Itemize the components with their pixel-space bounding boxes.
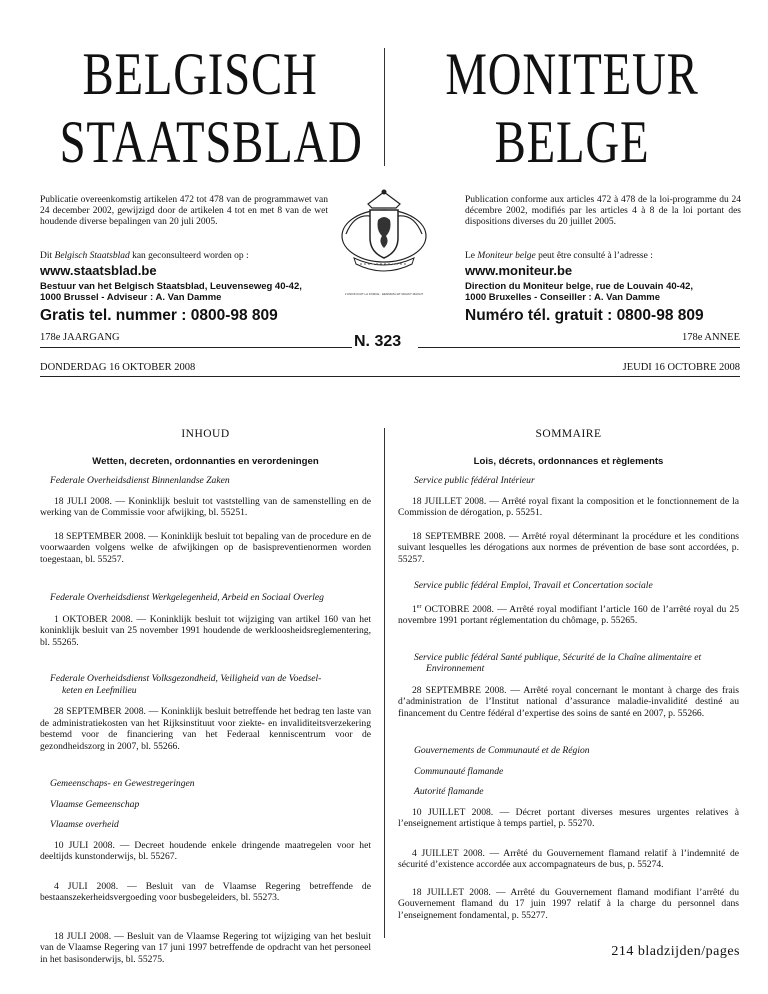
toc-dept-line: Federale Overheidsdienst Volksgezondheid, Veiligheid van de Voedsel-	[50, 673, 322, 684]
toc-entry-text: 4 JULI 2008. — Besluit van de Vlaamse Regering betreffende de bestaanszekerheidsvergoeding voor busbegeleiders, bl. 55273.	[40, 880, 371, 903]
crest-motto: L’UNION FAIT LA FORCE · EENDRACHT MAAKT MACHT	[344, 292, 424, 296]
consult-prefix-fr: Le	[465, 251, 478, 261]
publication-note-fr: Publication conforme aux articles 472 à 478 de la loi-programme du 24 décembre 2002, modifiés par les articles 4 à 8 de la loi portant des dispositions diverses du 20 juillet 2005.	[465, 195, 741, 227]
website-nl[interactable]: www.staatsblad.be	[40, 263, 157, 278]
consult-title-nl: Belgisch Staatsblad	[54, 251, 130, 261]
masthead-fr	[432, 41, 713, 175]
belgian-coat-of-arms-icon	[340, 186, 428, 281]
toc-dept-nl	[40, 673, 371, 696]
header-rule-left	[40, 347, 352, 348]
toc-divider	[384, 428, 385, 938]
toc-dept-fr: Service public fédéral Emploi, Travail et Concertation sociale	[414, 580, 653, 591]
address-fr-line2: 1000 Bruxelles - Conseiller : A. Van Damme	[465, 292, 661, 303]
toc-entry-sup: er	[416, 603, 422, 610]
date-nl: DONDERDAG 16 OKTOBER 2008	[40, 362, 196, 373]
issue-number: N. 323	[354, 333, 402, 350]
toc-dept-fr	[398, 652, 739, 675]
date-fr: JEUDI 16 OCTOBRE 2008	[622, 362, 740, 373]
toc-entry-text: 10 JULI 2008. — Decreet houdende enkele dringende maatregelen voor het deeltijds kunstonderwijs, bl. 55267.	[40, 839, 371, 862]
toc-dept-nl: Vlaamse Gemeenschap	[50, 798, 140, 810]
toc-section-nl: Wetten, decreten, ordonnanties en verordeningen	[92, 456, 319, 467]
toc-entry-nl[interactable]	[40, 496, 371, 519]
toc-entry-nl[interactable]	[40, 614, 371, 649]
toc-entry-fr[interactable]	[398, 685, 739, 720]
toc-entry-nl[interactable]	[40, 840, 371, 863]
masthead-fr-line1: MONITEUR	[445, 41, 699, 107]
toc-entry-text: 28 SEPTEMBER 2008. — Koninklijk besluit betreffende het bedrag ten laste van de administratiekosten van het Rijksinstituut voor ziekte- en invaliditeitsverzekering bestemd voor de financiering van het Federaal kenniscentrum voor de gezondheidszorg in 2007, bl. 55266.	[40, 706, 371, 752]
address-fr-line1: Direction du Moniteur belge, rue de Louvain 40-42,	[465, 281, 694, 292]
toc-dept-line: Environnement	[426, 663, 485, 675]
toc-entry-text: 10 JUILLET 2008. — Décret portant diverses mesures urgentes relatives à l’enseignement artistique à temps partiel, p. 55270.	[398, 806, 739, 830]
toc-dept-fr: Service public fédéral Intérieur	[414, 475, 535, 486]
toc-heading-fr: SOMMAIRE	[535, 428, 602, 440]
toc-entry-text: 18 SEPTEMBRE 2008. — Arrêté royal déterminant la procédure et les conditions suivant lesquelles les dérogations aux normes de prévention de base sont accordées, p. 55257.	[398, 530, 739, 565]
consult-prefix-nl: Dit	[40, 251, 55, 261]
year-nl: 178e JAARGANG	[40, 332, 120, 343]
toc-entry-nl[interactable]	[40, 706, 371, 752]
toc-entry-text: 18 JULI 2008. — Besluit van de Vlaamse Regering tot wijziging van het besluit van de Vlaamse Regering van 17 juni 1997 betreffende de opdracht van het personeel in het basisonderwijs, bl. 55275.	[40, 930, 371, 965]
toc-dept-line: keten en Leefmilieu	[62, 684, 137, 696]
address-nl-line1: Bestuur van het Belgisch Staatsblad, Leuvenseweg 40-42,	[40, 281, 302, 292]
masthead-nl-line1: BELGISCH	[82, 41, 318, 107]
toc-entry-text: 18 JULI 2008. — Koninklijk besluit tot vaststelling van de samenstelling en de werking van de Commissie voor afwijking, bl. 55251.	[40, 495, 371, 518]
masthead-fr-line2: BELGE	[494, 109, 650, 175]
toc-column-fr	[398, 428, 739, 921]
toc-dept-nl: Federale Overheidsdienst Werkgelegenheid, Arbeid en Sociaal Overleg	[50, 592, 324, 603]
toc-dept-nl: Vlaamse overheid	[50, 819, 119, 830]
consult-title-fr: Moniteur belge	[477, 251, 536, 261]
page-count: 214 bladzijden/pages	[611, 944, 740, 959]
toc-entry-fr[interactable]	[398, 496, 739, 519]
toc-entry-nl[interactable]	[40, 881, 371, 904]
consult-line-nl	[40, 251, 340, 262]
toc-dept-fr: Autorité flamande	[414, 786, 484, 798]
toc-entry-text: 1 OKTOBER 2008. — Koninklijk besluit tot wijziging van artikel 160 van het koninklijk besluit van 25 november 1991 houdende de werkloosheidsreglementering, bl. 55265.	[40, 613, 371, 648]
toc-entry-nl[interactable]	[40, 531, 371, 566]
toc-entry-rest: OCTOBRE 2008. — Arrêté royal modifiant l’article 160 de l’arrêté royal du 25 novembre 1991 portant réglementation du chômage, p. 55265.	[398, 603, 739, 627]
toc-entry-text: 4 JUILLET 2008. — Arrêté du Gouvernement flamand relatif à l’indemnité de sécurité d’existence accordée aux accompagnateurs de bus, p. 55274.	[398, 847, 739, 871]
year-fr: 178e ANNEE	[681, 332, 740, 343]
toc-entry-nl[interactable]	[40, 931, 371, 966]
toc-entry-text	[398, 602, 739, 627]
toc-dept-nl: Federale Overheidsdienst Binnenlandse Zaken	[50, 475, 230, 486]
header-rule-right	[418, 347, 740, 348]
consult-suffix-nl: kan geconsulteerd worden op :	[129, 251, 249, 261]
phone-fr: Numéro tél. gratuit : 0800-98 809	[465, 307, 704, 324]
toc-column-nl	[40, 428, 371, 965]
toc-dept-fr: Communauté flamande	[414, 765, 504, 777]
toc-entry-fr[interactable]	[398, 531, 739, 566]
address-fr	[465, 281, 745, 303]
toc-entry-text: 18 JUILLET 2008. — Arrêté royal fixant la composition et le fonctionnement de la Commission de dérogation, p. 55251.	[398, 495, 739, 518]
consult-line-fr	[465, 251, 741, 262]
toc-dept-fr: Gouvernements de Communauté et de Région	[414, 745, 590, 757]
toc-section-fr: Lois, décrets, ordonnances et règlements	[473, 456, 664, 467]
toc-dept-nl: Gemeenschaps- en Gewestregeringen	[50, 778, 195, 789]
toc-entry-text: 18 JUILLET 2008. — Arrêté du Gouvernement flamand modifiant l’arrêté du Gouvernement flamand du 17 juin 1997 relatif à la charge du personnel dans l’enseignement fondamental, p. 55277.	[398, 886, 739, 921]
publication-note-nl: Publicatie overeenkomstig artikelen 472 tot 478 van de programmawet van 24 december 2002, gewijzigd door de artikelen 4 tot en met 8 van de wet houdende diverse bepalingen van 20 juli 2005.	[40, 195, 328, 227]
consult-suffix-fr: peut être consulté à l’adresse :	[535, 251, 653, 261]
toc-dept-line: Service public fédéral Santé publique, Sécurité de la Chaîne alimentaire et	[414, 651, 702, 663]
website-fr[interactable]: www.moniteur.be	[465, 263, 573, 278]
masthead-divider	[384, 48, 385, 166]
toc-entry-day: 1	[412, 603, 417, 615]
toc-entry-fr[interactable]	[398, 848, 739, 871]
toc-heading-nl: INHOUD	[181, 428, 230, 440]
address-nl-line2: 1000 Brussel - Adviseur : A. Van Damme	[40, 292, 222, 303]
toc-entry-text: 28 SEPTEMBRE 2008. — Arrêté royal concernant le montant à charge des frais d’administration de l’Institut national d’assurance maladie-invalidité destiné au financement du Centre fédéral d’expertise des soins de santé en 2007, p. 55266.	[398, 684, 739, 719]
phone-nl: Gratis tel. nummer : 0800-98 809	[40, 307, 278, 324]
toc-entry-fr[interactable]	[398, 602, 739, 627]
header-rule-bottom	[40, 376, 740, 377]
toc-entry-text: 18 SEPTEMBER 2008. — Koninklijk besluit tot bepaling van de procedure en de voorwaarden volgens welke de afwijkingen op de basispreventienormen worden toegestaan, bl. 55257.	[40, 530, 371, 565]
address-nl	[40, 281, 340, 303]
masthead-nl-line2: STAATSBLAD	[59, 109, 363, 175]
toc-entry-fr[interactable]	[398, 807, 739, 830]
toc-entry-fr[interactable]	[398, 887, 739, 922]
masthead-nl	[59, 41, 363, 175]
